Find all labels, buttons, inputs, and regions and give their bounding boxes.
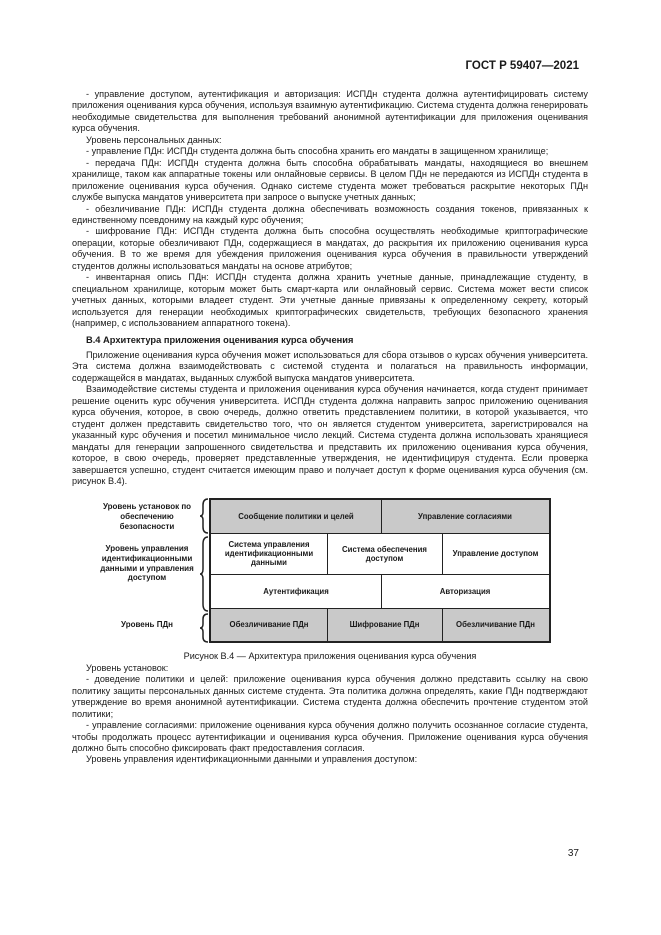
cell-anonymization-2: Обезличивание ПДн	[442, 608, 549, 641]
paragraph: - управление ПДн: ИСПДн студента должна быть способна хранить его мандаты в защищенном хранилище;	[86, 146, 549, 157]
level-label-policy: Уровень установок по обеспечению безопасности	[102, 502, 192, 531]
architecture-figure	[72, 496, 588, 651]
paragraph: - управление доступом, аутентификация и авторизация: ИСПДн студента должна аутентифицировать систему приложения оценивания курса обучения, используя взаимную аутентификацию. Система студента должна генерировать необходимые свидетельства для выполнения требований анонимной аутентификации для приложения оценивания курса обучения.	[72, 89, 588, 134]
cell-authorization: Авторизация	[439, 586, 491, 596]
paragraph: Взаимодействие системы студента и приложения оценивания курса обучения начинается, когда студент принимает решение оценить курс обучения университета. ИСПДн студента должна направить запрос приложению оценивания курса обучения, которое, в свою очередь, должно ответить представлением политики, в которой указывается, что студент должен представить свидетельство того, что он является студентом университета, зарегистрировался на указанный курс обучения и посетил минимальное число лекций. Система студента должна использовать хранящиеся мандаты для генерации запрошенного свидетельства и представить их приложению оценивания курса обучения, которое, в свою очередь, проверяет представленные утверждения, не идентифицируя студента. Если проверка завершается успешно, студент считается имеющим право и получает доступ к форме оценивания курса обучения (см. рисунок В.4).	[72, 384, 588, 486]
cell-policy: Сообщение политики и целей	[211, 500, 381, 533]
level-label-idm: Уровень управления идентификационными данными и управления доступом	[100, 544, 194, 583]
grid-line	[442, 533, 443, 574]
cell-access-system: Система обеспечения доступом	[342, 544, 427, 563]
paragraph: - обезличивание ПДн: ИСПДн студента должна обеспечивать возможность создания токенов, привязанных к единственному псевдониму на каждый курс обучения;	[72, 203, 588, 225]
paragraph: Приложение оценивания курса обучения может использоваться для сбора отзывов о курсах обучения университета. Эта система должна взаимодействовать с системой студента и полагаться на правильность информации, содержащейся в мандатах, выданных службой выпуска мандатов университета.	[72, 349, 588, 383]
cell-encryption: Шифрование ПДн	[327, 608, 442, 641]
cell-authentication: Аутентификация	[263, 586, 329, 596]
paragraph: Уровень управления идентификационными данными и управления доступом:	[86, 754, 418, 765]
grid-line	[327, 533, 328, 574]
grid-line	[381, 574, 382, 608]
grid-line	[211, 608, 549, 609]
paragraph: - управление согласиями: приложение оценивания курса обучения должно получить осознанное согласие студента, чтобы продолжать процесс аутентификации и оценивания курса обучения. Приложение оценивания курса обучения должно быть способно фиксировать факт предоставления согласия.	[72, 720, 588, 754]
cell-anonymization: Обезличивание ПДн	[211, 608, 327, 641]
cell-idm: Система управления идентификационными данными	[224, 540, 314, 568]
cell-access-management: Управление доступом	[452, 549, 539, 559]
paragraph: - доведение политики и целей: приложение оценивания курса обучения должно представить ссылку на свою политику защиты персональных данных системе студента. Эта политика должна определять, какие ПДн подтверждают утверждение во время анонимной аутентификации. Система студента должна обеспечить прочтение студентом этой политики;	[72, 674, 588, 719]
body-text	[72, 89, 588, 766]
paragraph: - шифрование ПДн: ИСПДн студента должна быть способна осуществлять необходимые криптографические операции, которые обезличивают ПДн, содержащиеся в мандатах, до раскрытия их приложению оценивания курса обучения. В то же время для убеждения приложения оценивания курса обучения в правильности утверждений студентов должны использоваться мандаты на основе атрибутов;	[72, 226, 588, 271]
grid-line	[327, 608, 328, 641]
grid-line	[442, 608, 443, 641]
section-title: В.4 Архитектура приложения оценивания курса обучения	[86, 334, 354, 345]
standard-code: ГОСТ Р 59407—2021	[465, 60, 579, 72]
paragraph: Уровень персональных данных:	[86, 134, 222, 145]
level-label-pii: Уровень ПДн	[121, 620, 173, 630]
figure-caption: Рисунок В.4 — Архитектура приложения оценивания курса обучения	[183, 651, 477, 662]
cell-consent: Управление согласиями	[381, 500, 549, 533]
paragraph: - инвентарная опись ПДн: ИСПДн студента должна хранить учетные данные, принадлежащие студенту, в специальном хранилище, которым может быть смарт-карта или онлайновый сервис. Система может вести список учетных данных, которыми владеет студент. Эти учетные данные привязаны к определенному секрету, который используется для генерации необходимых криптографических свидетельств, требующих безопасного хранения (например, с использованием аппаратного токена).	[72, 272, 588, 329]
page-number: 37	[567, 848, 579, 859]
grid-line	[211, 533, 549, 534]
paragraph: - передача ПДн: ИСПДн студента должна быть способна обрабатывать мандаты, находящиеся во внешнем хранилище, таком как аппаратные токены или онлайновые сервисы. В целом ПДн не передаются из ИСПДн студента в приложение оценивания курса обучения. Однако системе студента может требоваться раскрытие некоторых ПДн службе выпуска мандатов университета при запросе о выпуске учетных данных;	[72, 157, 588, 203]
paragraph: Уровень установок:	[86, 662, 169, 673]
grid-line	[381, 500, 382, 533]
architecture-grid	[209, 498, 551, 643]
grid-line	[211, 574, 549, 575]
